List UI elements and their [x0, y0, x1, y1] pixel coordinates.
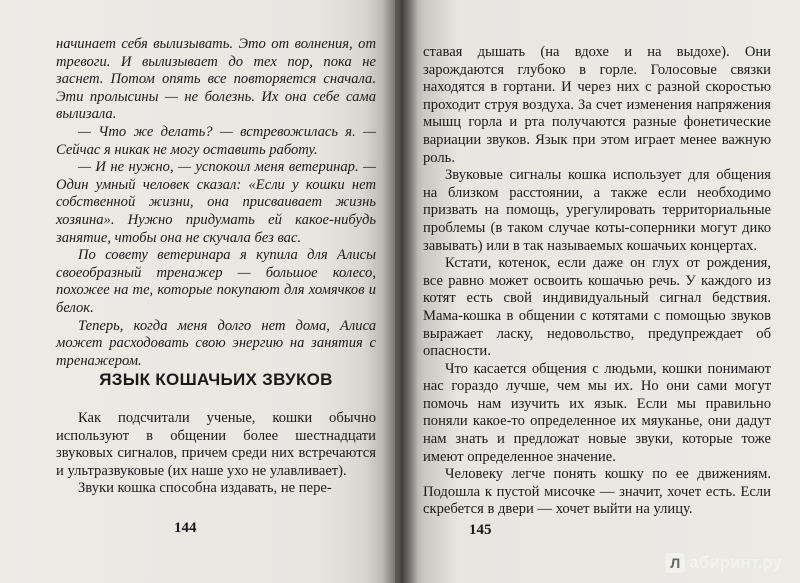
paragraph: Что касается общения с людьми, кошки понимают нас гораздо лучше, чем мы их. Но они сами могут помочь нам изучить их язык. Если мы правильно поняли какое-то определенное их мяуканье, они дадут нам знать и предложат новые звуки, которые тоже имеют определенное значение. — [423, 360, 771, 465]
paragraph: — Что же делать? — встревожилась я. — Сейчас я никак не могу оставить работу. — [56, 123, 376, 158]
paragraph: Звуки кошка способна издавать, не пере- — [78, 480, 332, 497]
paragraph: Человеку легче понять кошку по ее движениям. Подошла к пустой мисочке — значит, хочет есть. Если скребется в двери — хочет выйти на улицу. — [423, 466, 771, 518]
paragraph: — И не нужно, — успокоил меня ветеринар. — Один умный человек сказал: «Если у кошки нет собственной жизни, она присваивает жизнь хозяина». Нужно придумать ей какое-нибудь занятие, чтобы она не скучала без вас. — [56, 159, 376, 246]
paragraph: начинает себя вылизывать. Это от волнения, от тревоги. И вылизывает до тех пор, пока не заснет. Потом опять все повторяется сначала. Эти пролысины — не болезнь. Их она себе сама вылизала. — [56, 36, 376, 123]
page-number: 145 — [469, 522, 492, 538]
right-page — [395, 0, 800, 583]
paragraph: ставая дышать (на вдохе и на выдохе). Они зарождаются глубоко в горле. Голосовые связки находятся в гортани. И через них с разной скоростью проходит струя воздуха. За счет изменения напряжения мышц горла и рта получаются разные фонетические вариации звуков. Язык при этом играет менее важную роль. — [423, 44, 771, 166]
left-page — [0, 0, 395, 583]
paragraph: По совету ветеринара я купила для Алисы своеобразный тренажер — большое колесо, похожее на те, которые покупают для хомячков и белок. — [56, 247, 376, 316]
paragraph: Как подсчитали ученые, кошки обычно используют в общении более шестнадцати звуковых сигналов, причем среди них встречаются и ультразвуковые (их наше ухо не улавливает). — [56, 410, 376, 479]
watermark — [665, 553, 782, 573]
paragraph: Звуковые сигналы кошка использует для общения на близком расстоянии, а также если необходимо призвать на помощь, урегулировать территориальные проблемы (в таком случае коты-соперники могут дико завывать) или в так называемых кошачьих концертах. — [423, 167, 771, 254]
watermark-text: абиринт.ру — [689, 553, 782, 572]
labirint-logo-icon: Л — [665, 553, 685, 573]
right-page-body-text — [423, 44, 771, 519]
left-page-italic-text — [56, 36, 376, 370]
paragraph: Кстати, котенок, если даже он глух от рождения, все равно может освоить кошачью речь. У каждого из котят есть свой индивидуальный сигнал бедствия. Мама-кошка в общении с котятами с помощью звуков выражает ласку, недовольство, предупреждает об опасности. — [423, 255, 771, 360]
chapter-heading: ЯЗЫК КОШАЧЬИХ ЗВУКОВ — [99, 370, 333, 389]
left-page-body-text — [56, 410, 376, 498]
page-number: 144 — [174, 520, 197, 536]
paragraph: Теперь, когда меня долго нет дома, Алиса может расходовать свою энергию на занятия с тренажером. — [56, 317, 376, 369]
